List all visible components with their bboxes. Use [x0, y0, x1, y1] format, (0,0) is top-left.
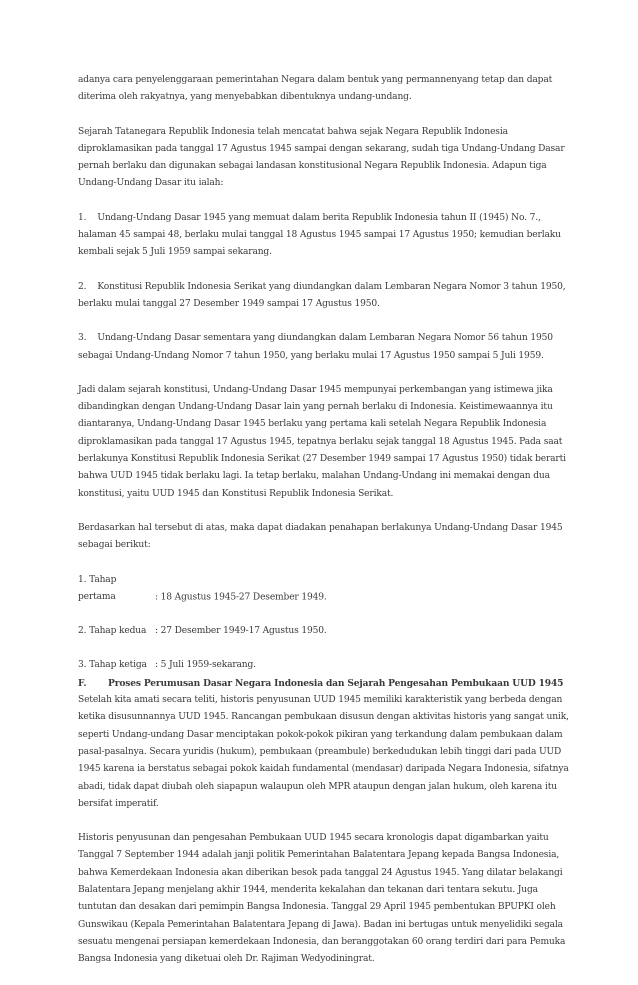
- list-item-uud-sementara: 3. Undang-Undang Dasar sementara yang diundangkan dalam Lembaran Negara Nomor 56 tahun 1950 sebagai Undang-Undang Nomor 7 tahun 1950, yang berlaku mulai 17 Agustus 1950 sampai 5 Juli 1959.: [78, 333, 556, 361]
- stage-value: : 5 Juli 1959-sekarang.: [155, 660, 256, 671]
- stage-row: [78, 623, 570, 640]
- stage-value: : 18 Agustus 1945-27 Desember 1949.: [155, 591, 327, 602]
- section-title: Proses Perumusan Dasar Negara Indonesia dan Sejarah Pengesahan Pembukaan UUD 1945: [108, 677, 564, 689]
- paragraph-intro: adanya cara penyelenggaraan pemerintahan Negara dalam bentuk yang permannenyang tetap dan dapat diterima oleh rakyatnya, yang menyebabkan dibentuknya undang-undang.: [78, 75, 553, 103]
- paragraph-section-2: Historis penyusunan dan pengesahan Pembukaan UUD 1945 secara kronologis dapat digambarkan yaitu Tanggal 7 September 1944 adalah janji politik Pemerintahan Balatentara Jepang kepada Bangsa Indonesia, bahwa Kemerdekaan Indonesia akan diberikan besok pada tanggal 24 Agustus 1945. Yang dilatar belakangi Balatentara Jepang menjelang akhir 1944, menderita kekalahan dan tekanan dari tentara sekutu. Juga tuntutan dan desakan dari pemimpin Bangsa Indonesia. Tanggal 29 April 1945 pembentukan BPUPKI oleh Gunswikau (Kepala Pemerintahan Balatentara Jepang di Jawa). Badan ini bertugas untuk menyelidiki segala sesuatu mengenai persiapan kemerdekaan Indonesia, dan beranggotakan 60 orang terdiri dari para Pemuka Bangsa Indonesia yang diketuai oleh Dr. Rajiman Wedyodiningrat.: [78, 833, 566, 965]
- stage-value: : 27 Desember 1949-17 Agustus 1950.: [155, 626, 327, 637]
- stage-label: 2. Tahap kedua: [78, 626, 147, 637]
- stage-label: 1. Tahap pertama: [78, 574, 117, 602]
- stage-row: [78, 657, 570, 674]
- list-item-uud-1945: 1. Undang-Undang Dasar 1945 yang memuat dalam berita Republik Indonesia tahun II (1945) No. 7., halaman 45 sampai 48, berlaku mulai tanggal 18 Agustus 1945 sampai 17 Agustus 1950; kemudian berlaku kembali sejak 5 Juli 1959 sampai sekarang.: [78, 212, 564, 258]
- list-item-konstitusi-ris: 2. Konstitusi Republik Indonesia Serikat yang diundangkan dalam Lembaran Negara Nomor 3 tahun 1950, berlaku mulai tanggal 27 Desember 1949 sampai 17 Agustus 1950.: [78, 281, 569, 309]
- paragraph-stages-intro: Berdasarkan hal tersebut di atas, maka dapat diadakan penahapan berlakunya Undang-Undang Dasar 1945 sebagai berikut:: [78, 522, 563, 551]
- paragraph-constitution-history: Jadi dalam sejarah konstitusi, Undang-Undang Dasar 1945 mempunyai perkembangan yang istimewa jika dibandingkan dengan Undang-Undang Dasar lain yang pernah berlaku di Indonesia. Keistimewaannya itu diantaranya, Undang-Undang Dasar 1945 berlaku yang pertama kali setelah Negara Republik Indonesia diproklamasikan pada tanggal 17 Agustus 1945, tepatnya berlaku sejak tanggal 18 Agustus 1945. Pada saat berlakunya Konstitusi Republik Indonesia Serikat (27 Desember 1949 sampai 17 Agustus 1950) tidak berarti bahwa UUD 1945 tidak berlaku lagi. Ia tetap berlaku, malahan Undang-Undang ini memakai dengan dua konstitusi, yaitu UUD 1945 dan Konstitusi Republik Indonesia Serikat.: [78, 384, 566, 499]
- section-number: F.: [78, 677, 87, 689]
- document-page: [78, 72, 570, 985]
- section-heading: [78, 675, 570, 692]
- paragraph-section-1: Setelah kita amati secara teliti, historis penyusunan UUD 1945 memiliki karakteristik yang berbeda dengan ketika disusunnannya UUD 1945. Rancangan pembukaan disusun dengan aktivitas historis yang sangat unik, seperti Undang-undang Dasar menciptakan pokok-pokok pikiran yang terkandung dalam pembukaan dalam pasal-pasalnya. Secara yuridis (hukum), pembukaan (preambule) berkedudukan lebih tinggi dari pada UUD 1945 karena ia berstatus sebagai pokok kaidah fundamental (mendasar) daripada Negara Indonesia, sifatnya abadi, tidak dapat diubah oleh siapapun walaupun oleh MPR ataupun dengan jalan hukum, oleh karena itu bersifat imperatif.: [78, 695, 569, 809]
- stage-label: 3. Tahap ketiga: [78, 660, 147, 671]
- stage-row: [78, 572, 570, 607]
- paragraph-history: Sejarah Tatanegara Republik Indonesia telah mencatat bahwa sejak Negara Republik Indonesia diproklamasikan pada tanggal 17 Agustus 1945 sampai dengan sekarang, sudah tiga Undang-Undang Dasar pernah berlaku dan digunakan sebagai landasan konstitusional Negara Republik Indonesia. Adapun tiga Undang-Undang Dasar itu ialah:: [78, 126, 565, 189]
